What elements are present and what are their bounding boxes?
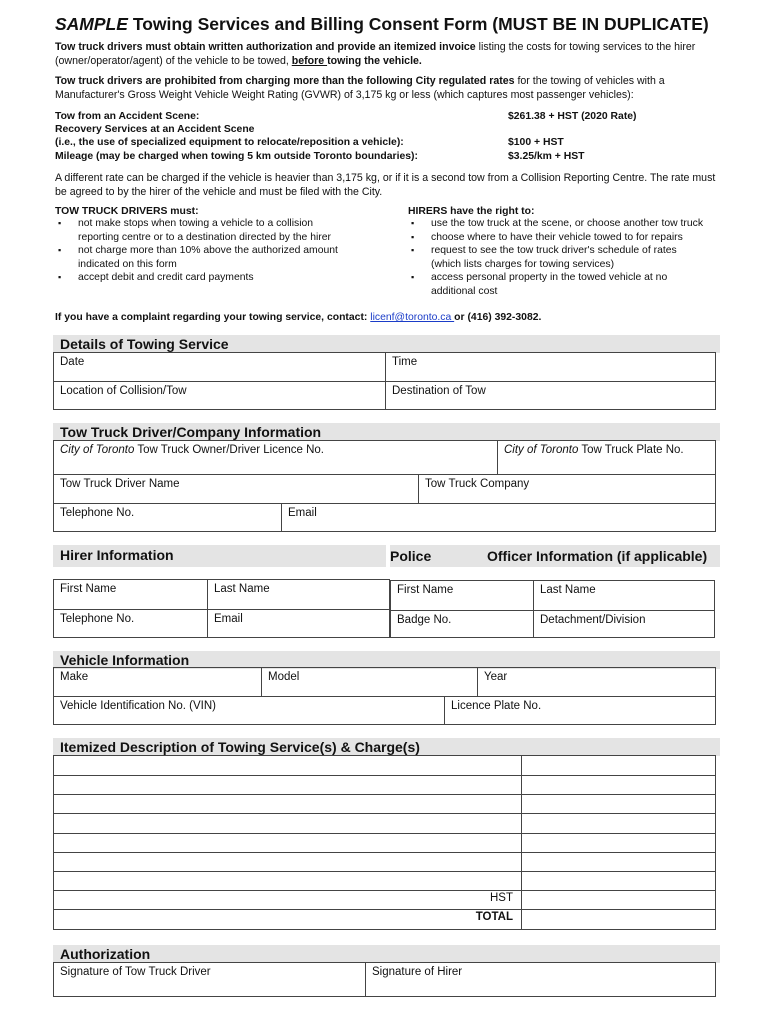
date-field[interactable] bbox=[54, 353, 385, 381]
itemized-heading: Itemized Description of Towing Service(s) & Charge(s) bbox=[53, 738, 720, 756]
driver-signature-label: Signature of Tow Truck Driver bbox=[60, 966, 211, 978]
city-prefix-licence: City of Toronto bbox=[60, 444, 135, 456]
hirer-signature-field[interactable] bbox=[366, 963, 715, 996]
intro-p1-bold: Tow truck drivers must obtain written authorization and provide an itemized invoice bbox=[55, 41, 476, 53]
authorization-heading: Authorization bbox=[53, 945, 720, 963]
drivers-list bbox=[55, 217, 355, 285]
list-item: ▪ accept debit and credit card payments bbox=[55, 271, 355, 285]
details-heading: Details of Towing Service bbox=[53, 335, 720, 353]
intro-paragraph-1 bbox=[55, 41, 720, 68]
title-text: Towing Services and Billing Consent Form (MUST BE IN DUPLICATE) bbox=[132, 14, 709, 34]
rate-value-mileage: $3.25/km + HST bbox=[508, 151, 585, 162]
year-field[interactable] bbox=[478, 668, 715, 696]
hirer-email-field[interactable] bbox=[208, 610, 389, 637]
detachment-label: Detachment/Division bbox=[540, 614, 646, 626]
rate-label-accident: Tow from an Accident Scene: bbox=[55, 111, 200, 122]
intro-p1-before: before bbox=[291, 54, 328, 67]
badge-label: Badge No. bbox=[397, 614, 452, 626]
drivers-obligations bbox=[55, 206, 355, 285]
detachment-field[interactable] bbox=[534, 611, 714, 637]
list-item: ▪ request to see the tow truck driver's schedule of rates (which lists charges for towing services) bbox=[408, 244, 708, 271]
year-label: Year bbox=[484, 671, 508, 683]
intro-p2-bold: Tow truck drivers are prohibited from charging more than the following City regulated rates bbox=[55, 75, 515, 87]
time-label: Time bbox=[392, 356, 418, 368]
vin-label: Vehicle Identification No. (VIN) bbox=[60, 700, 216, 712]
rate-label-recovery: Recovery Services at an Accident Scene bbox=[55, 124, 255, 135]
police-heading-right: Officer Information (if applicable) bbox=[487, 548, 708, 564]
officer-first-name-field[interactable] bbox=[391, 581, 533, 610]
police-heading-left: Police bbox=[390, 548, 432, 564]
hirer-heading: Hirer Information bbox=[53, 545, 386, 567]
hirer-first-name-label: First Name bbox=[60, 583, 117, 595]
destination-label: Destination of Tow bbox=[392, 385, 486, 397]
time-field[interactable] bbox=[386, 353, 715, 381]
model-label: Model bbox=[268, 671, 300, 683]
total-label: TOTAL bbox=[475, 911, 513, 923]
licence-label: Tow Truck Owner/Driver Licence No. bbox=[134, 444, 324, 456]
destination-field[interactable] bbox=[386, 382, 715, 409]
make-label: Make bbox=[60, 671, 89, 683]
list-item: ▪ access personal property in the towed vehicle at no additional cost bbox=[408, 271, 708, 298]
officer-last-name-label: Last Name bbox=[540, 584, 596, 596]
hirers-heading: HIRERS have the right to: bbox=[408, 206, 535, 217]
intro-paragraph-2 bbox=[55, 75, 720, 102]
driver-email-field[interactable] bbox=[282, 504, 715, 531]
police-table bbox=[390, 580, 715, 638]
hirer-telephone-label: Telephone No. bbox=[60, 613, 135, 625]
licence-plate-field[interactable] bbox=[445, 697, 715, 724]
vehicle-table bbox=[53, 667, 716, 725]
different-rate-note: A different rate can be charged if the vehicle is heavier than 3,175 kg, or if it is a second tow from a Collision Reporting Centre. The rate must be agreed to by the hirer of the vehicle and must be filed with the City. bbox=[55, 172, 716, 198]
hirers-rights bbox=[408, 206, 708, 298]
rate-value-accident: $261.38 + HST (2020 Rate) bbox=[508, 111, 637, 122]
vin-field[interactable] bbox=[54, 697, 444, 724]
list-item: ▪ choose where to have their vehicle towed to for repairs bbox=[408, 231, 708, 245]
complaint-phone: or (416) 392-3082. bbox=[454, 312, 542, 323]
plate-field[interactable] bbox=[498, 441, 715, 474]
company-field[interactable] bbox=[419, 475, 715, 503]
list-item: ▪ not make stops when towing a vehicle to a collision reporting centre or to a destination directed by the hirer bbox=[55, 217, 355, 244]
driver-email-label: Email bbox=[288, 507, 317, 519]
hirer-email-label: Email bbox=[214, 613, 243, 625]
officer-first-name-label: First Name bbox=[397, 584, 454, 596]
licence-plate-label: Licence Plate No. bbox=[451, 700, 542, 712]
list-item: ▪ use the tow truck at the scene, or choose another tow truck bbox=[408, 217, 708, 231]
driver-company-table bbox=[53, 440, 716, 532]
driver-signature-field[interactable] bbox=[54, 963, 365, 996]
hirer-table bbox=[53, 579, 390, 638]
complaint-text: If you have a complaint regarding your towing service, contact: bbox=[55, 312, 371, 323]
complaint-email-link[interactable]: licenf@toronto.ca bbox=[370, 312, 455, 323]
hirer-last-name-label: Last Name bbox=[214, 583, 270, 595]
intro-p1-rest: listing the costs for towing services to the hirer (owner/operator/agent) of the vehicle to be towed, bbox=[55, 41, 696, 67]
date-label: Date bbox=[60, 356, 85, 368]
driver-company-heading: Tow Truck Driver/Company Information bbox=[53, 423, 720, 441]
hirer-first-name-field[interactable] bbox=[54, 580, 207, 609]
driver-name-label: Tow Truck Driver Name bbox=[60, 478, 180, 490]
plate-label: Tow Truck Plate No. bbox=[578, 444, 684, 456]
list-item: ▪ not charge more than 10% above the authorized amount indicated on this form bbox=[55, 244, 355, 271]
make-field[interactable] bbox=[54, 668, 261, 696]
complaint-line bbox=[55, 312, 541, 323]
rate-label-mileage: Mileage (may be charged when towing 5 km outside Toronto boundaries): bbox=[55, 151, 418, 162]
hirer-telephone-field[interactable] bbox=[54, 610, 207, 637]
drivers-heading: TOW TRUCK DRIVERS must: bbox=[55, 206, 199, 217]
vehicle-heading: Vehicle Information bbox=[53, 651, 720, 669]
model-field[interactable] bbox=[262, 668, 477, 696]
city-prefix-plate: City of Toronto bbox=[504, 444, 579, 456]
rate-label-equipment: (i.e., the use of specialized equipment to relocate/reposition a vehicle): bbox=[55, 137, 404, 148]
intro-p2-rest: for the towing of vehicles with a Manufacturer's Gross Weight Vehicle Weight Rating (GVWR) of 3,175 kg or less (which captures most passenger vehicles): bbox=[55, 75, 665, 101]
officer-last-name-field[interactable] bbox=[534, 581, 714, 610]
hirers-list bbox=[408, 217, 708, 298]
police-heading bbox=[390, 545, 720, 567]
company-label: Tow Truck Company bbox=[425, 478, 530, 490]
driver-telephone-field[interactable] bbox=[54, 504, 281, 531]
title-sample: SAMPLE bbox=[55, 14, 128, 34]
badge-field[interactable] bbox=[391, 611, 533, 637]
hirer-last-name-field[interactable] bbox=[208, 580, 389, 609]
driver-telephone-label: Telephone No. bbox=[60, 507, 135, 519]
rate-value-equipment: $100 + HST bbox=[508, 137, 564, 148]
licence-field[interactable] bbox=[54, 441, 497, 474]
itemized-table bbox=[53, 755, 716, 930]
intro-p1-end: towing the vehicle. bbox=[327, 54, 422, 67]
driver-name-field[interactable] bbox=[54, 475, 418, 503]
form-title bbox=[55, 14, 709, 35]
details-table bbox=[53, 352, 716, 410]
location-label: Location of Collision/Tow bbox=[60, 385, 187, 397]
authorization-table bbox=[53, 962, 716, 997]
hirer-signature-label: Signature of Hirer bbox=[372, 966, 463, 978]
location-field[interactable] bbox=[54, 382, 385, 409]
hst-label: HST bbox=[490, 892, 513, 904]
